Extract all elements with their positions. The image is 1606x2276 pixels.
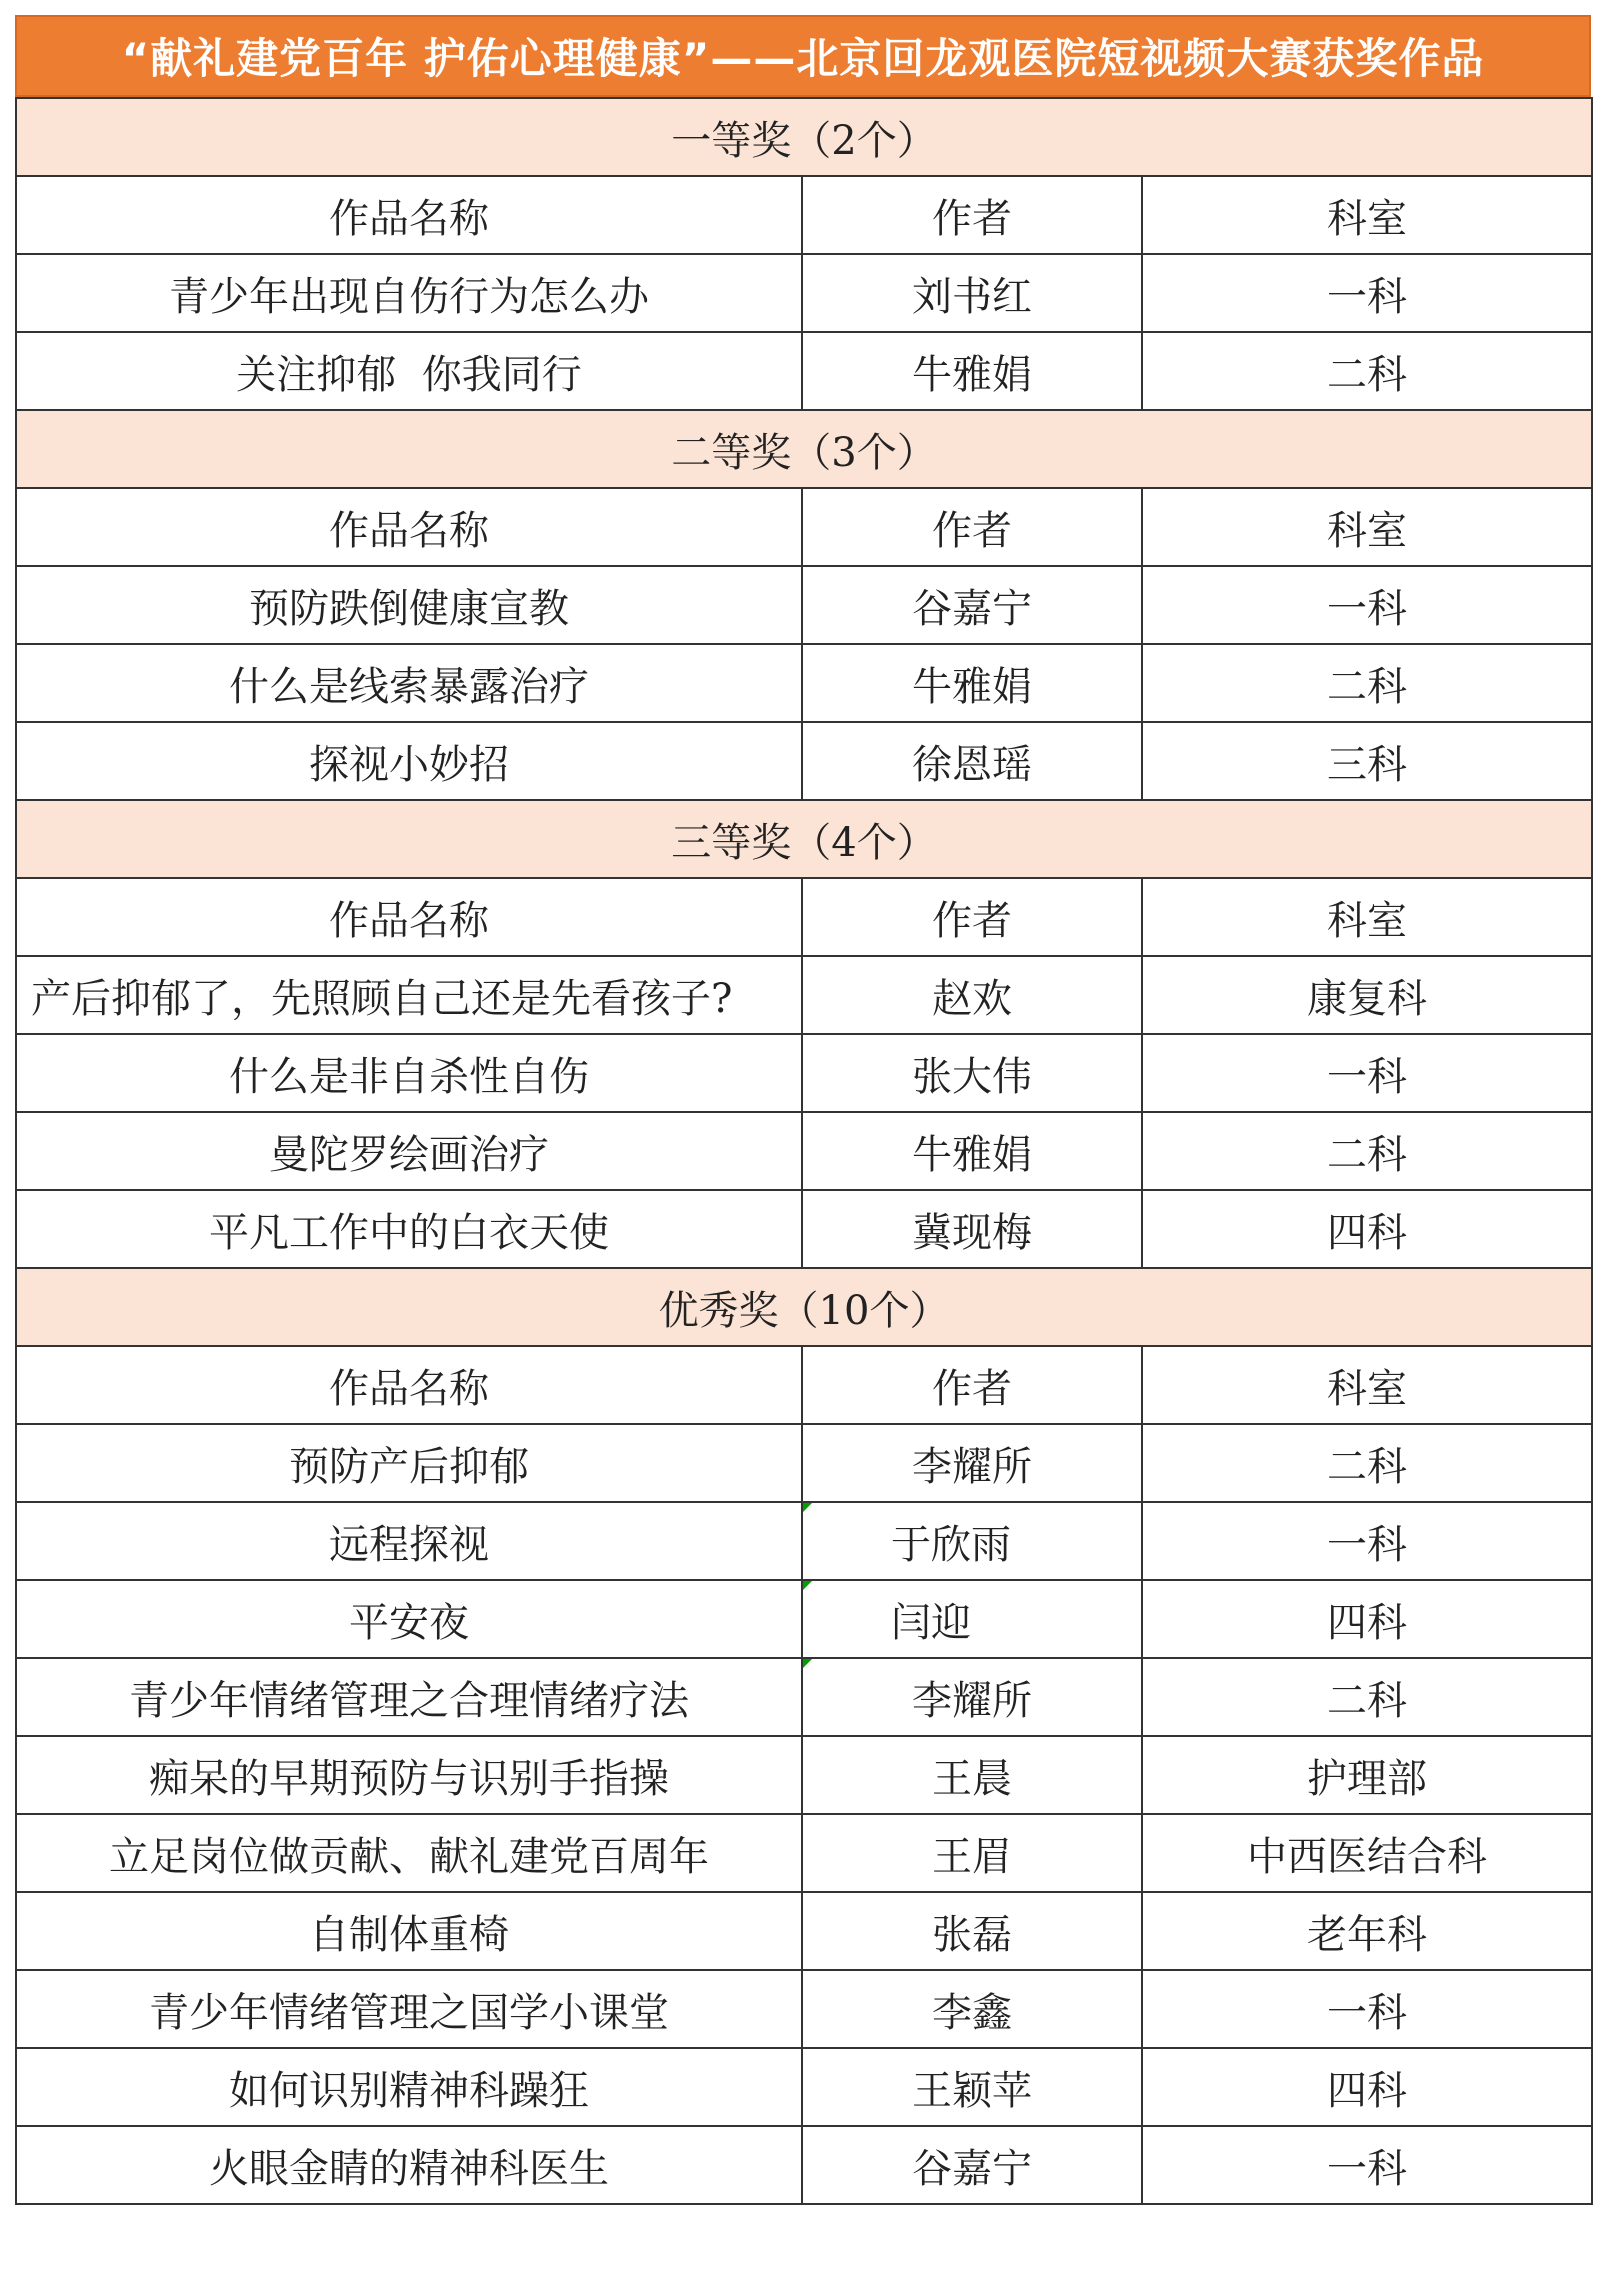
- dept-cell[interactable]: 一科: [1142, 1970, 1592, 2048]
- table-row: [16, 1658, 1592, 1736]
- dept-cell[interactable]: 老年科: [1142, 1892, 1592, 1970]
- header-author[interactable]: 作者: [802, 176, 1142, 254]
- author-cell[interactable]: 赵欢: [802, 956, 1142, 1034]
- header-row: [16, 1346, 1592, 1424]
- section-label[interactable]: 二等奖（3个）: [16, 410, 1592, 488]
- dept-cell[interactable]: 护理部: [1142, 1736, 1592, 1814]
- table-row: [16, 1112, 1592, 1190]
- table-row: [16, 2126, 1592, 2204]
- work-cell[interactable]: 青少年情绪管理之国学小课堂: [16, 1970, 802, 2048]
- dept-cell[interactable]: 一科: [1142, 566, 1592, 644]
- author-cell-flagged[interactable]: [802, 1658, 1142, 1736]
- author-cell[interactable]: 王眉: [802, 1814, 1142, 1892]
- section-row-second-prize: [16, 410, 1592, 488]
- author-cell[interactable]: 谷嘉宁: [802, 566, 1142, 644]
- work-cell[interactable]: 火眼金睛的精神科医生: [16, 2126, 802, 2204]
- table-row: [16, 644, 1592, 722]
- header-author[interactable]: 作者: [802, 1346, 1142, 1424]
- work-cell[interactable]: 痴呆的早期预防与识别手指操: [16, 1736, 802, 1814]
- work-cell[interactable]: 平安夜: [16, 1580, 802, 1658]
- work-cell[interactable]: 关注抑郁 你我同行: [16, 332, 802, 410]
- author-cell-flagged[interactable]: [802, 1502, 1142, 1580]
- dept-cell[interactable]: 二科: [1142, 644, 1592, 722]
- section-row-excellence-award: [16, 1268, 1592, 1346]
- header-dept[interactable]: 科室: [1142, 1346, 1592, 1424]
- header-work[interactable]: 作品名称: [16, 878, 802, 956]
- table-row: [16, 1190, 1592, 1268]
- sheet-title: “献礼建党百年 护佑心理健康”——北京回龙观医院短视频大赛获奖作品: [15, 15, 1591, 97]
- comment-flag-icon: [803, 1659, 812, 1668]
- header-author[interactable]: 作者: [802, 878, 1142, 956]
- table-row: [16, 254, 1592, 332]
- work-cell[interactable]: 什么是线索暴露治疗: [16, 644, 802, 722]
- header-work[interactable]: 作品名称: [16, 488, 802, 566]
- author-cell[interactable]: 张大伟: [802, 1034, 1142, 1112]
- header-work[interactable]: 作品名称: [16, 1346, 802, 1424]
- work-cell[interactable]: 平凡工作中的白衣天使: [16, 1190, 802, 1268]
- section-row-third-prize: [16, 800, 1592, 878]
- author-cell[interactable]: 王晨: [802, 1736, 1142, 1814]
- section-row-first-prize: [16, 98, 1592, 176]
- dept-cell[interactable]: 二科: [1142, 1424, 1592, 1502]
- author-cell[interactable]: 刘书红: [802, 254, 1142, 332]
- table-row: [16, 1034, 1592, 1112]
- header-row: [16, 176, 1592, 254]
- header-row: [16, 488, 1592, 566]
- author-text: 闫迎: [891, 1599, 971, 1646]
- dept-cell[interactable]: 四科: [1142, 1190, 1592, 1268]
- work-cell[interactable]: 预防产后抑郁: [16, 1424, 802, 1502]
- author-cell[interactable]: 王颖苹: [802, 2048, 1142, 2126]
- awards-table: [15, 97, 1593, 2205]
- author-cell-flagged[interactable]: [802, 1580, 1142, 1658]
- table-row: [16, 1502, 1592, 1580]
- dept-cell[interactable]: 二科: [1142, 1658, 1592, 1736]
- table-row: [16, 566, 1592, 644]
- author-cell[interactable]: 李鑫: [802, 1970, 1142, 2048]
- header-dept[interactable]: 科室: [1142, 878, 1592, 956]
- header-dept[interactable]: 科室: [1142, 488, 1592, 566]
- work-cell[interactable]: 预防跌倒健康宣教: [16, 566, 802, 644]
- dept-cell[interactable]: 一科: [1142, 1502, 1592, 1580]
- table-row: [16, 1736, 1592, 1814]
- table-row: [16, 1424, 1592, 1502]
- dept-cell[interactable]: 一科: [1142, 2126, 1592, 2204]
- header-dept[interactable]: 科室: [1142, 176, 1592, 254]
- table-row: [16, 1814, 1592, 1892]
- header-author[interactable]: 作者: [802, 488, 1142, 566]
- work-cell[interactable]: 立足岗位做贡献、献礼建党百周年: [16, 1814, 802, 1892]
- comment-flag-icon: [803, 1581, 812, 1590]
- comment-flag-icon: [803, 1503, 812, 1512]
- work-cell[interactable]: 产后抑郁了，先照顾自己还是先看孩子?: [16, 956, 802, 1034]
- work-cell[interactable]: 什么是非自杀性自伤: [16, 1034, 802, 1112]
- section-label[interactable]: 优秀奖（10个）: [16, 1268, 1592, 1346]
- work-cell[interactable]: 自制体重椅: [16, 1892, 802, 1970]
- table-row: [16, 2048, 1592, 2126]
- work-cell[interactable]: 曼陀罗绘画治疗: [16, 1112, 802, 1190]
- header-row: [16, 878, 1592, 956]
- work-cell[interactable]: 如何识别精神科躁狂: [16, 2048, 802, 2126]
- author-cell[interactable]: 冀现梅: [802, 1190, 1142, 1268]
- author-text: 于欣雨: [891, 1521, 1011, 1568]
- table-row: [16, 332, 1592, 410]
- author-text: 李耀所: [912, 1677, 1032, 1724]
- header-work[interactable]: 作品名称: [16, 176, 802, 254]
- dept-cell[interactable]: 康复科: [1142, 956, 1592, 1034]
- dept-cell[interactable]: 二科: [1142, 1112, 1592, 1190]
- author-cell[interactable]: 牛雅娟: [802, 332, 1142, 410]
- section-label[interactable]: 一等奖（2个）: [16, 98, 1592, 176]
- dept-cell[interactable]: 四科: [1142, 2048, 1592, 2126]
- table-row: [16, 1892, 1592, 1970]
- dept-cell[interactable]: 一科: [1142, 1034, 1592, 1112]
- author-cell[interactable]: 谷嘉宁: [802, 2126, 1142, 2204]
- work-cell[interactable]: 青少年出现自伤行为怎么办: [16, 254, 802, 332]
- award-sheet: [15, 15, 1591, 2205]
- dept-cell[interactable]: 四科: [1142, 1580, 1592, 1658]
- table-row: [16, 722, 1592, 800]
- author-cell[interactable]: 牛雅娟: [802, 1112, 1142, 1190]
- dept-cell[interactable]: 一科: [1142, 254, 1592, 332]
- dept-cell[interactable]: 三科: [1142, 722, 1592, 800]
- dept-cell[interactable]: 中西医结合科: [1142, 1814, 1592, 1892]
- table-row: [16, 1970, 1592, 2048]
- table-row: [16, 1580, 1592, 1658]
- table-row: [16, 956, 1592, 1034]
- work-cell[interactable]: 远程探视: [16, 1502, 802, 1580]
- work-cell[interactable]: 青少年情绪管理之合理情绪疗法: [16, 1658, 802, 1736]
- section-label[interactable]: 三等奖（4个）: [16, 800, 1592, 878]
- author-cell[interactable]: 徐恩瑶: [802, 722, 1142, 800]
- author-cell[interactable]: 牛雅娟: [802, 644, 1142, 722]
- dept-cell[interactable]: 二科: [1142, 332, 1592, 410]
- work-cell[interactable]: 探视小妙招: [16, 722, 802, 800]
- author-cell[interactable]: 张磊: [802, 1892, 1142, 1970]
- author-cell[interactable]: 李耀所: [802, 1424, 1142, 1502]
